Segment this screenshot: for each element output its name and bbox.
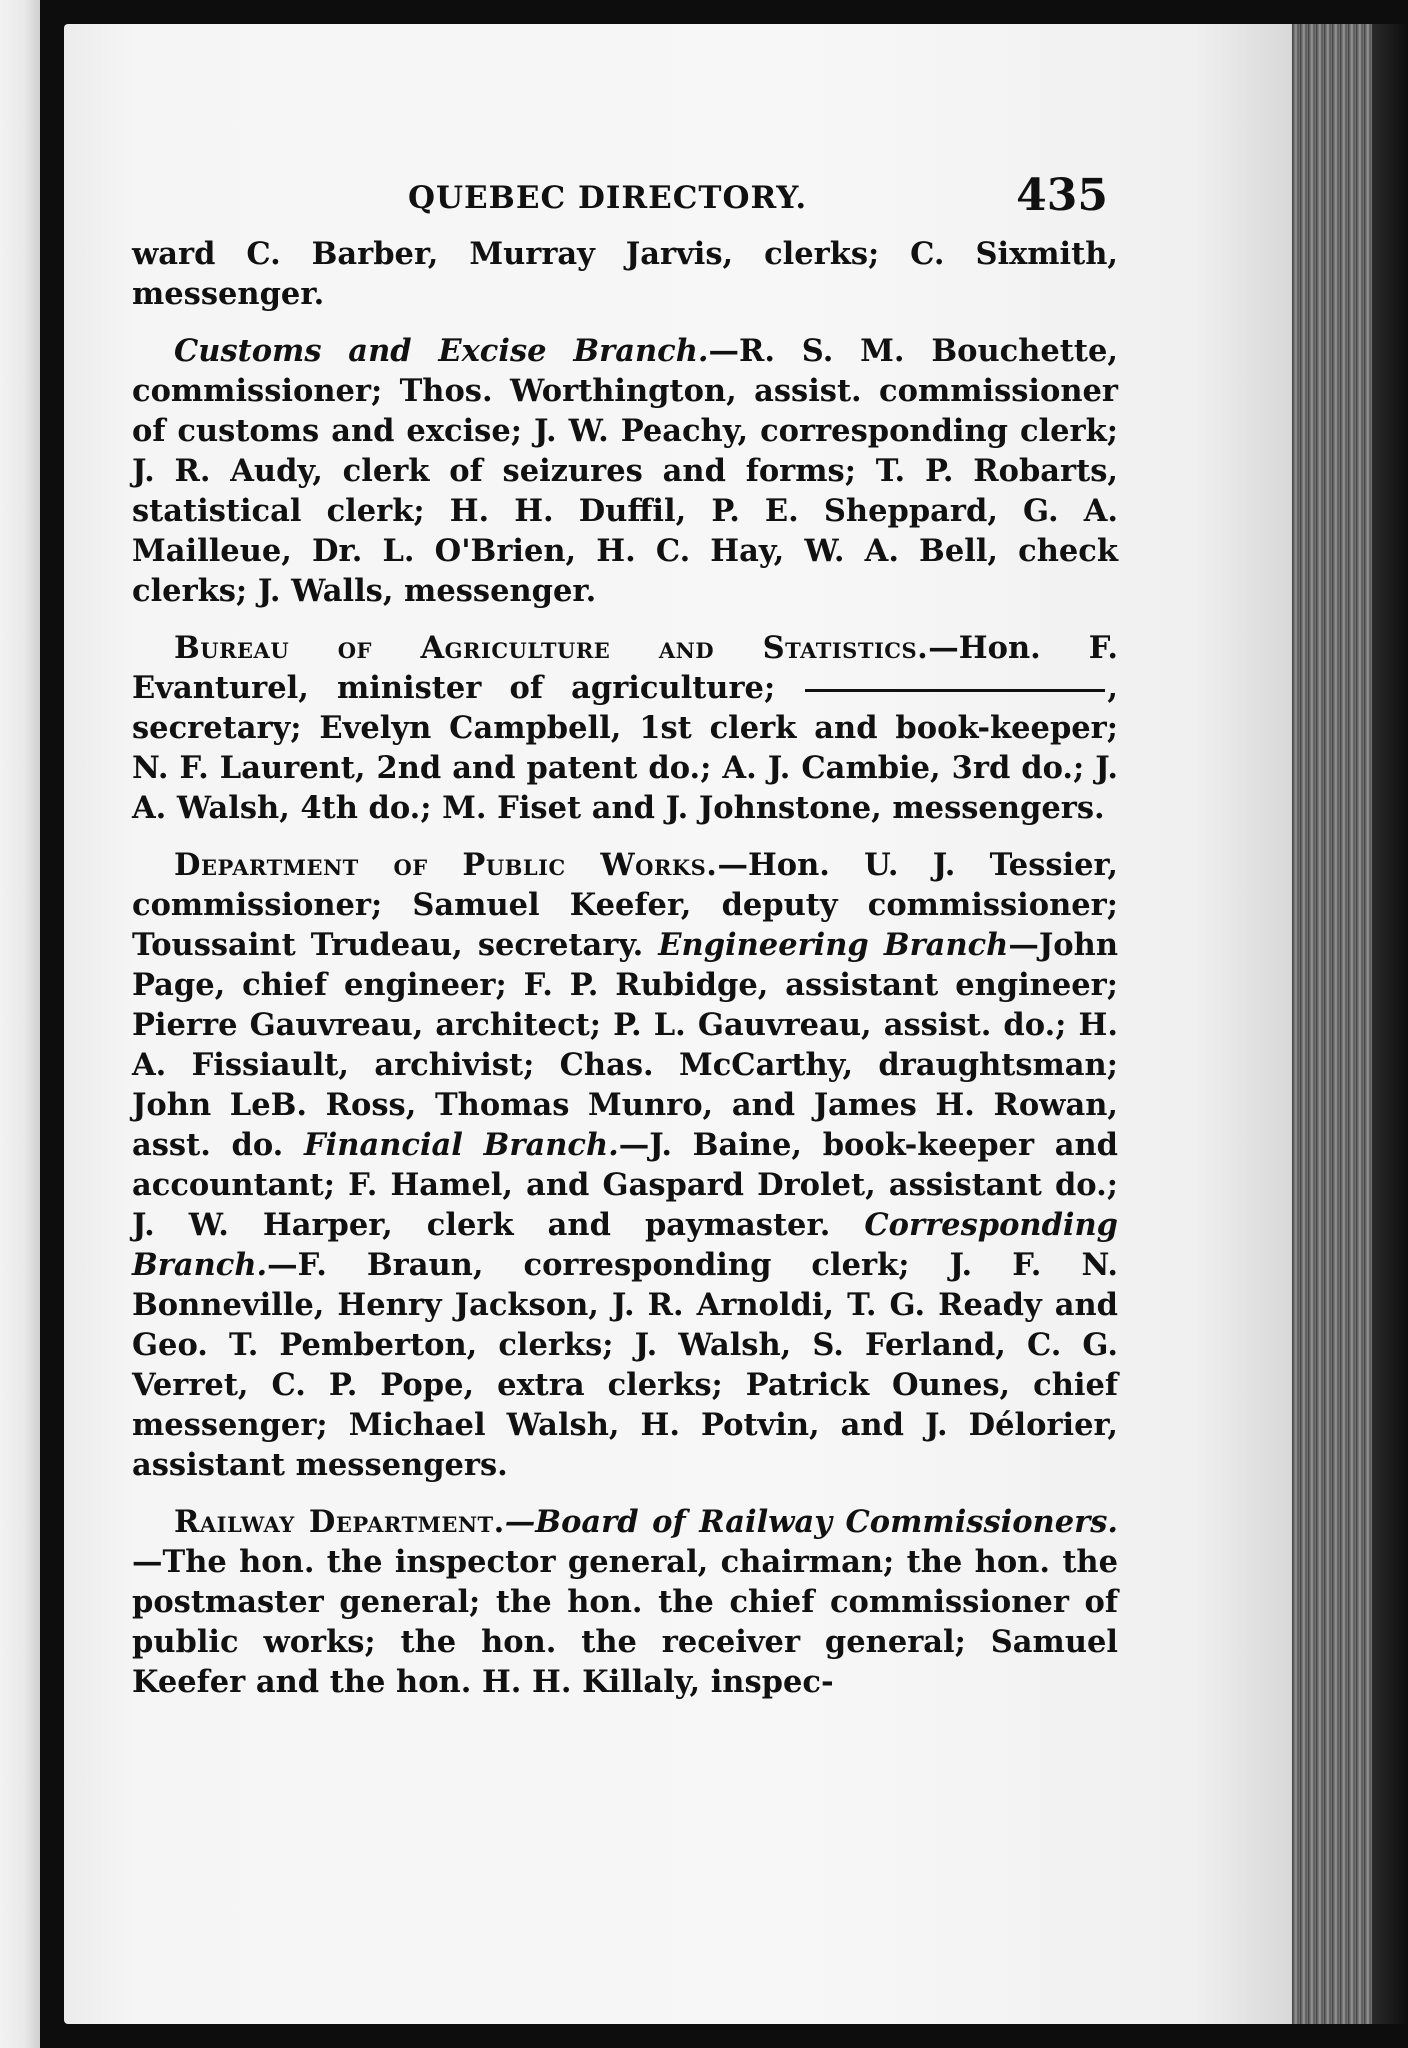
subsection-heading: Corresponding Branch. [132,1207,1118,1283]
entry-continuation [132,234,1118,314]
entry-text: —F. Braun, corresponding clerk; J. F. N. Bonneville, Henry Jackson, J. R. Arnoldi, T. G. Ready and Geo. T. Pemberton, clerks; J. Walsh, S. Ferland, C. G. Verret, C. P. Pope, extra clerks; Patrick Ounes, chief messenger; Michael Walsh, H. Potvin, and J. Délorier, assistant messengers. [132,1247,1118,1483]
entry-text: , secretary; Evelyn Campbell, 1st clerk and book-keeper; N. F. Laurent, 2nd and patent do.; A. J. Cambie, 3rd do.; J. A. Walsh, 4th do.; M. Fiset and J. Johnstone, messengers. [132,670,1118,826]
entry-customs-excise [132,331,1118,611]
entry-text: —John Page, chief engineer; F. P. Rubidge, assistant engineer; Pierre Gauvreau, architect; P. L. Gauvreau, assist. do.; H. A. Fissiault, archivist; Chas. McCarthy, draughtsman; John LeB. Ross, Thomas Munro, and James H. Rowan, asst. do. [132,927,1118,1163]
entry-text: —Hon. U. J. Tessier, commissioner; Samuel Keefer, deputy commissioner; Toussaint Trudeau, secretary. [132,847,1118,963]
entry-bureau-agriculture [132,628,1118,828]
subsection-heading: —Board of Railway Commissioners. [504,1504,1118,1540]
book-edge-shadow [1372,24,1408,2024]
section-heading: Bureau of Agriculture and Statistics. [174,630,929,666]
section-heading: Railway Department. [174,1504,505,1540]
entry-railway-department [132,1502,1118,1702]
entry-public-works [132,845,1118,1485]
entry-text: —R. S. M. Bouchette, commissioner; Thos. Worthington, assist. commissioner of customs and excise; J. W. Peachy, corresponding clerk; J. R. Audy, clerk of seizures and forms; T. P. Robarts, statistical clerk; H. H. Duffil, P. E. Sheppard, G. A. Mailleue, Dr. L. O'Brien, H. C. Hay, W. A. Bell, check clerks; J. Walls, messenger. [132,333,1118,609]
book-page-edges [1292,24,1372,2024]
subsection-heading: Financial Branch. [304,1127,619,1163]
page-content [132,170,1118,1719]
section-heading: Customs and Excise Branch. [174,333,709,369]
entry-text: —The hon. the inspector general, chairman; the hon. the postmaster general; the hon. the chief commissioner of public works; the hon. the receiver general; Samuel Keefer and the hon. H. H. Killaly, inspec- [132,1544,1118,1700]
subsection-heading: Engineering Branch [658,927,1009,963]
entry-text: —J. Baine, book-keeper and accountant; F. Hamel, and Gaspard Drolet, assistant do.; J. W. Harper, clerk and paymaster. [132,1127,1119,1243]
blank-name-rule [805,689,1105,692]
running-head: QUEBEC DIRECTORY. [408,180,808,216]
entry-text: —Hon. F. Evanturel, minister of agriculture; [132,630,1118,706]
page-header [132,170,1118,234]
section-heading: Department of Public Works. [174,847,718,883]
entry-text: ward C. Barber, Murray Jarvis, clerks; C. Sixmith, messenger. [132,236,1118,312]
facing-page-edge [0,0,40,2048]
page-number: 435 [1016,170,1108,221]
